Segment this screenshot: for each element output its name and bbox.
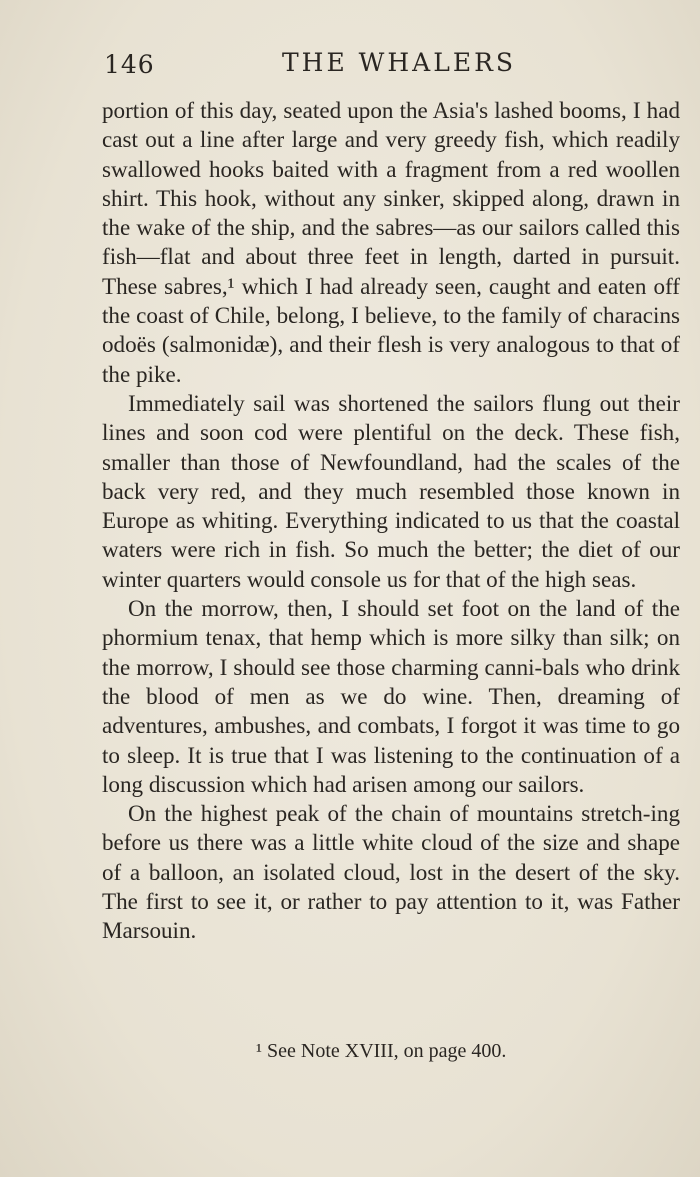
running-title: THE WHALERS (282, 48, 517, 77)
paragraph-1: portion of this day, seated upon the Asia's lashed booms, I had cast out a line after large and very greedy fish, which readily swallowed hooks baited with a fragment from a red woollen shirt. This hook, without any sinker, skipped along, drawn in the wake of the ship, and the sabres—as our sailors called this fish—flat and about three feet in length, darted in pursuit. These sabres,¹ which I had already seen, caught and eaten off the coast of Chile, belong, I believe, to the family of characins odoës (salmonidæ), and their flesh is very analogous to that of the pike. (102, 97, 680, 387)
paragraph-3: On the morrow, then, I should set foot on the land of the phormium tenax, that hemp which is more silky than silk; on the morrow, I should see those charming canni-bals who drink the blood of men as we do wine. Then, dreaming of adventures, ambushes, and combats, I forgot it was time to go to sleep. It is true that I was listening to the continuation of a long discussion which had arisen among our sailors. (102, 595, 680, 797)
footnote: ¹ See Note XVIII, on page 400. (256, 1040, 507, 1062)
page-number: 146 (104, 50, 155, 79)
paragraph-4: On the highest peak of the chain of mountains stretch-ing before us there was a little white cloud of the size and shape of a balloon, an isolated cloud, lost in the desert of the sky. The first to see it, or rather to pay attention to it, was Father Marsouin. (102, 800, 680, 944)
paragraph-2: Immediately sail was shortened the sailors flung out their lines and soon cod were plentiful on the deck. These fish, smaller than those of Newfoundland, had the scales of the back very red, and they much resembled those known in Europe as whiting. Everything indicated to us that the coastal waters were rich in fish. So much the better; the diet of our winter quarters would console us for that of the high seas. (102, 389, 680, 592)
body-text (102, 96, 680, 946)
page-header (104, 48, 676, 80)
